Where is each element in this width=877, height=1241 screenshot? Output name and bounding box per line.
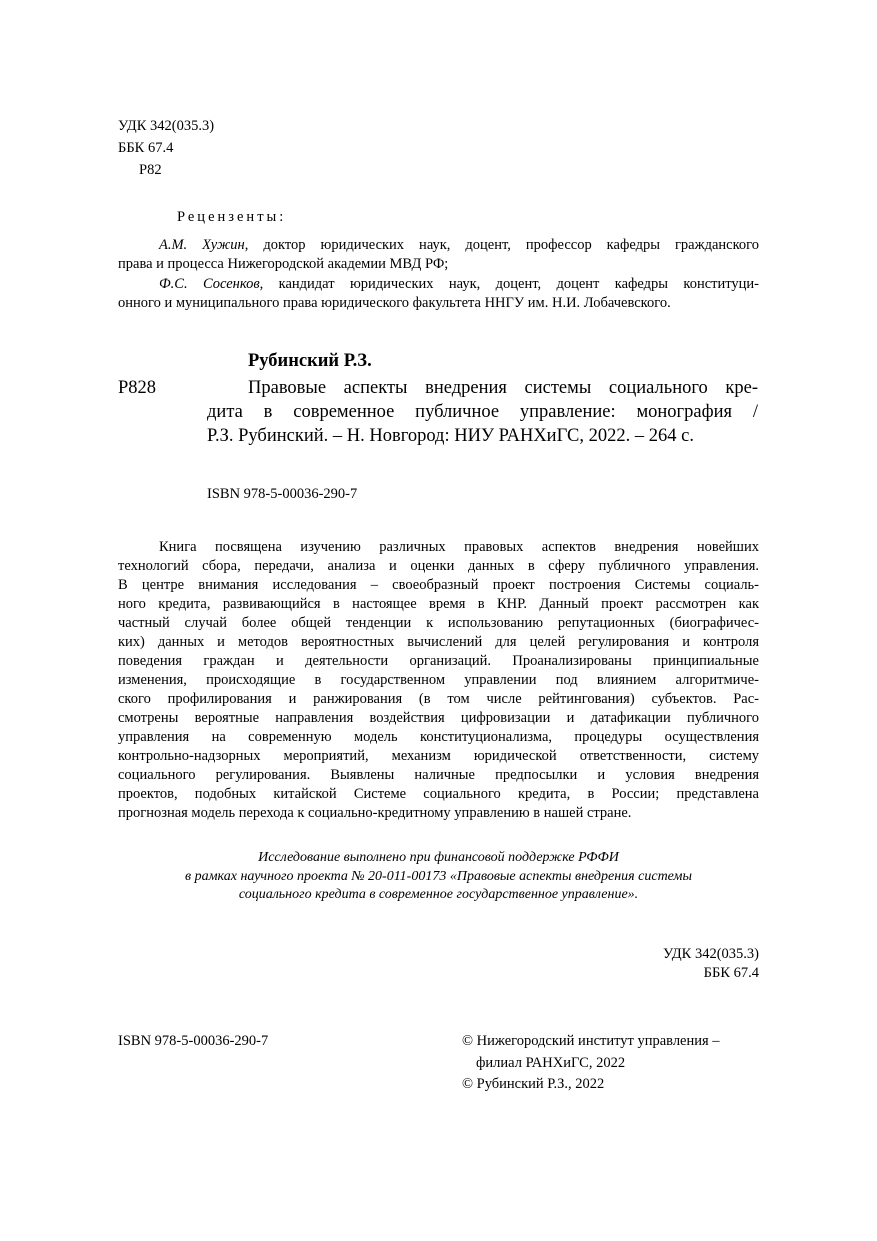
udk-top: УДК 342(035.3) bbox=[118, 118, 215, 134]
abstract-line: В центре внимания исследования – своеобразный проект построения Системы социаль- bbox=[118, 577, 759, 593]
copyright-institute: © Нижегородский институт управления – bbox=[462, 1033, 720, 1049]
bbk-top: ББК 67.4 bbox=[118, 140, 174, 156]
abstract-line: проектов, подобных китайской Системе социального кредита, в России; представлена bbox=[118, 786, 759, 802]
abstract-line: прогнозная модель перехода к социально-кредитному управлению в нашей стране. bbox=[118, 805, 632, 821]
funding-line: социального кредита в современное государственное управление». bbox=[238, 887, 639, 902]
catalog-line-1: Правовые аспекты внедрения системы социального кре- bbox=[248, 378, 758, 398]
reviewers-heading: Рецензенты: bbox=[177, 209, 287, 225]
catalog-line-3: Р.З. Рубинский. – Н. Новгород: НИУ РАНХиГС, 2022. – 264 с. bbox=[207, 426, 694, 446]
copyright-author: © Рубинский Р.З., 2022 bbox=[462, 1076, 605, 1092]
reviewer-1-line1 bbox=[159, 236, 759, 255]
reviewer-2-name: Ф.С. Сосенков bbox=[159, 276, 260, 292]
funding-line: в рамках научного проекта № 20-011-00173 «Правовые аспекты внедрения системы bbox=[185, 868, 692, 884]
funding-note bbox=[118, 849, 759, 905]
abstract-line: ких) данных и методов вероятностных вычислений для целей регулирования и контроля bbox=[118, 634, 759, 650]
reviewer-1-name: А.М. Хужин bbox=[159, 237, 245, 253]
abstract-line: поведения граждан и деятельности организаций. Проанализированы принципиальные bbox=[118, 653, 759, 669]
abstract-line: технологий сбора, передачи, анализа и оценки данных в сферу публичного управления. bbox=[118, 558, 759, 574]
reviewer-1-desc: , доктор юридических наук, доцент, профессор кафедры гражданского bbox=[244, 237, 760, 253]
copyright-institute-branch: филиал РАНХиГС, 2022 bbox=[476, 1055, 626, 1071]
abstract-line: социального регулирования. Выявлены наличные предпосылки и условия внедрения bbox=[118, 767, 759, 783]
catalog-code: Р828 bbox=[118, 378, 157, 398]
catalog-line-2: дита в современное публичное управление: монография / bbox=[207, 402, 758, 422]
abstract bbox=[118, 538, 759, 823]
funding-line: Исследование выполнено при финансовой поддержке РФФИ bbox=[258, 850, 619, 865]
abstract-line: частный случай более общей тенденции к использованию репутационных (биографичес- bbox=[118, 615, 759, 631]
reviewer-2-line1 bbox=[159, 275, 759, 294]
reviewer-1-line2: права и процесса Нижегородской академии МВД РФ; bbox=[118, 256, 449, 272]
catalog-description bbox=[207, 376, 758, 448]
abstract-line: смотрены вероятные направления воздействия цифровизации и датафикации публичного bbox=[118, 710, 759, 726]
abstract-line: Книга посвящена изучению различных правовых аспектов внедрения новейших bbox=[159, 539, 759, 555]
author-sign: Р82 bbox=[139, 162, 162, 178]
abstract-line: изменения, происходящие в государственном управлении под влиянием алгоритмиче- bbox=[118, 672, 759, 688]
udk-bottom: УДК 342(035.3) bbox=[662, 946, 759, 962]
reviewer-2-line2: онного и муниципального права юридического факультета ННГУ им. Н.И. Лобачевского. bbox=[118, 295, 671, 311]
isbn-center: ISBN 978-5-00036-290-7 bbox=[207, 486, 358, 502]
abstract-line: управления на современную модель конституционализма, процедуры осуществления bbox=[118, 729, 759, 745]
bbk-bottom: ББК 67.4 bbox=[703, 965, 759, 981]
catalog-author: Рубинский Р.З. bbox=[248, 351, 372, 371]
abstract-line: ского профилирования и ранжирования (в том числе рейтингования) субъектов. Рас- bbox=[118, 691, 759, 707]
abstract-line: ного кредита, развивающийся в настоящее время в КНР. Данный проект рассмотрен как bbox=[118, 596, 759, 612]
reviewer-2-desc: , кандидат юридических наук, доцент, доцент кафедры конституци- bbox=[259, 276, 759, 292]
isbn-bottom: ISBN 978-5-00036-290-7 bbox=[118, 1033, 269, 1049]
abstract-line: контрольно-надзорных мероприятий, механизм юридической ответственности, систему bbox=[118, 748, 759, 764]
